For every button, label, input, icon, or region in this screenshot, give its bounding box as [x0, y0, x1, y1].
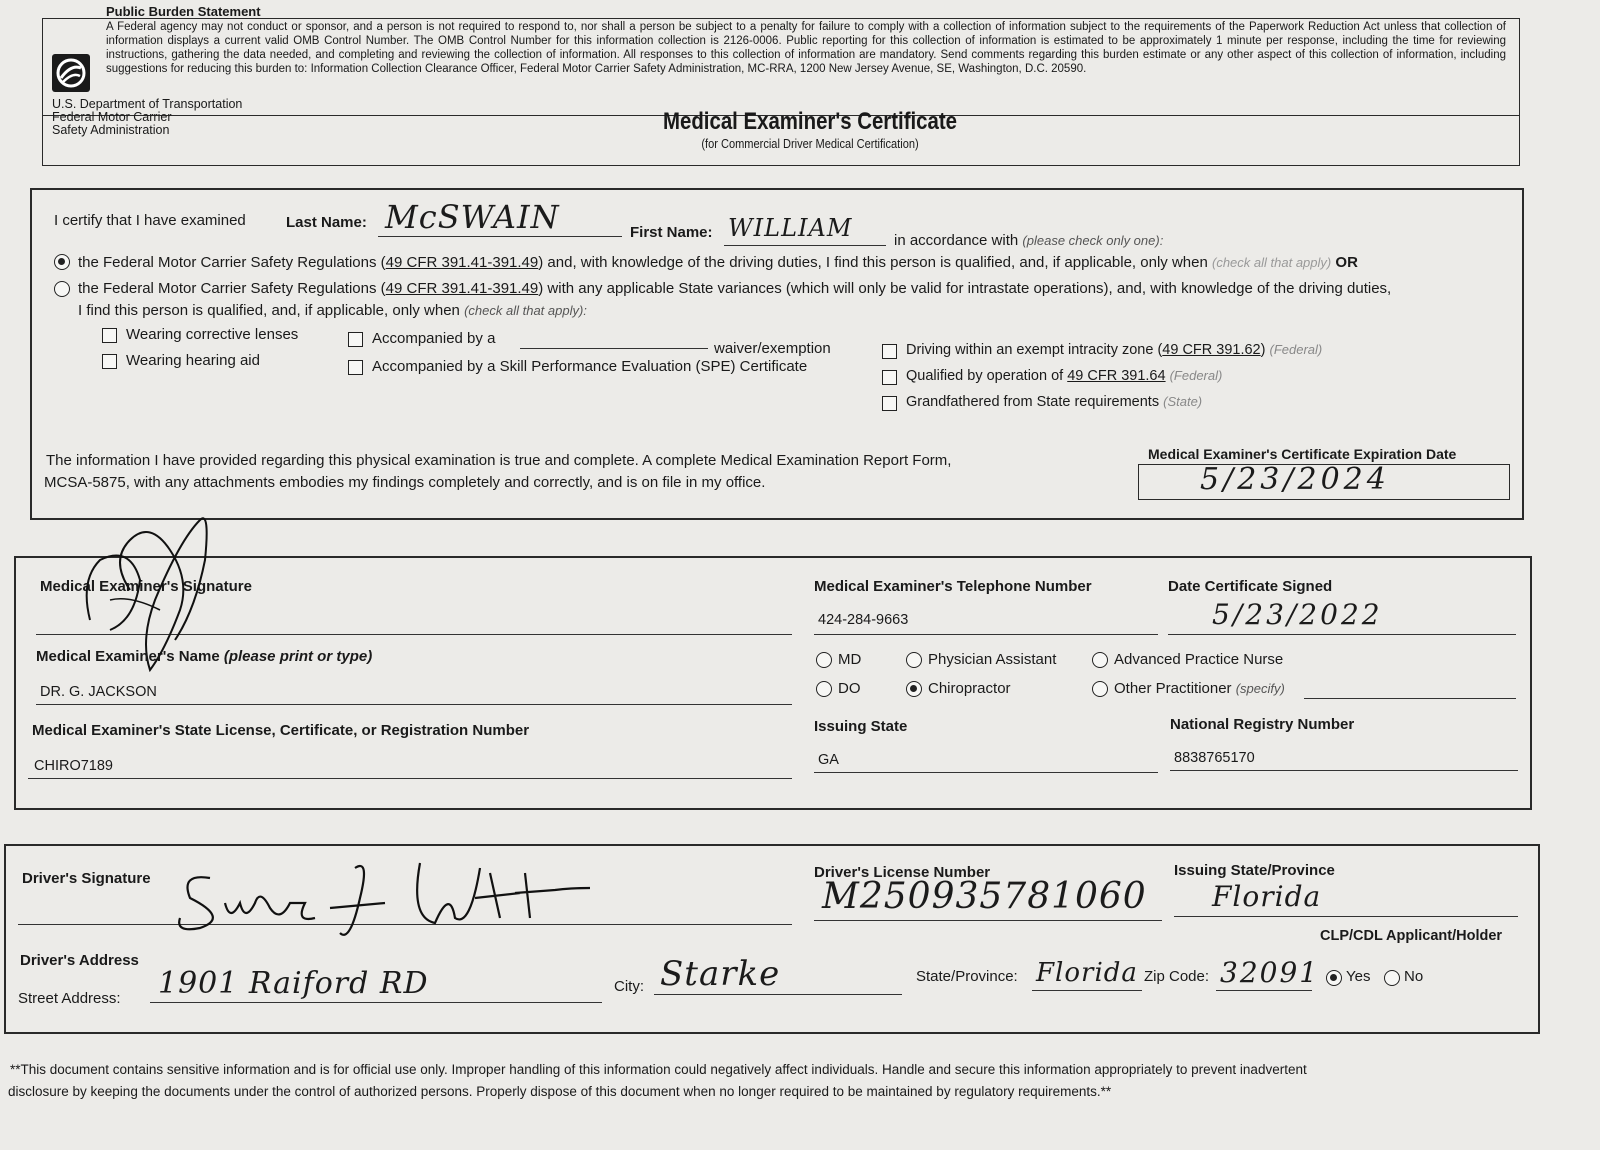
agency-line3: Safety Administration: [52, 123, 170, 137]
lenses-checkbox[interactable]: [102, 328, 117, 343]
waiver-label-pre: Accompanied by a: [372, 330, 496, 347]
other-note: (specify): [1235, 681, 1285, 696]
intracity-pre: Driving within an exempt intracity zone (: [906, 342, 1163, 358]
clp-no-radio[interactable]: [1384, 970, 1400, 986]
examiner-name-line: [36, 704, 792, 705]
expiration-label: Medical Examiner's Certificate Expiration Date: [1148, 446, 1457, 462]
form-title-block: [560, 108, 1060, 151]
waiver-label-post: waiver/exemption: [714, 340, 831, 357]
examiner-signature-label: Medical Examiner's Signature: [40, 578, 252, 595]
examiner-name-note: (please print or type): [223, 648, 373, 665]
other-radio[interactable]: [1092, 681, 1108, 697]
grandfathered-label: [906, 394, 1202, 410]
clp-yes-label: Yes: [1346, 968, 1371, 985]
street-value[interactable]: 1901 Raiford RD: [158, 966, 429, 1001]
hearing-label: Wearing hearing aid: [126, 352, 260, 369]
license-line: [28, 778, 792, 779]
registry-label: National Registry Number: [1170, 716, 1355, 733]
examiner-phone-value[interactable]: 424-284-9663: [818, 612, 909, 628]
intracity-note: (Federal): [1269, 342, 1323, 357]
driver-issuing-state-value[interactable]: Florida: [1212, 880, 1322, 913]
accordance-text: [894, 232, 1163, 249]
other-specify-line[interactable]: [1304, 698, 1516, 699]
first-name-label: First Name:: [630, 224, 713, 241]
intracity-label: [906, 342, 1322, 358]
apn-label: Advanced Practice Nurse: [1114, 651, 1284, 668]
grandfathered-note: (State): [1163, 394, 1203, 409]
option1-cfr: 49 CFR 391.41-391.49: [385, 254, 539, 271]
certify-intro: I certify that I have examined: [54, 212, 246, 229]
driver-license-value[interactable]: M250935781060: [822, 876, 1147, 917]
driver-address-label: Driver's Address: [20, 952, 139, 969]
chiropractor-radio[interactable]: [906, 681, 922, 697]
md-label: MD: [838, 651, 862, 668]
option1-radio[interactable]: [54, 254, 70, 270]
accordance-note: (please check only one):: [1022, 233, 1164, 248]
footer-line2: disclosure by keeping the documents under the control of authorized persons. Properly dispose of this document when no longer required to be maintained by regulatory requirements.**: [8, 1084, 1112, 1099]
pa-label: Physician Assistant: [928, 651, 1057, 668]
option2-text: [78, 280, 1391, 297]
agency-line2: Federal Motor Carrier: [52, 110, 172, 124]
date-signed-line: [1168, 634, 1516, 635]
do-radio[interactable]: [816, 681, 832, 697]
option2-line2-text: I find this person is qualified, and, if applicable, only when: [78, 302, 460, 319]
option1-text: [78, 254, 1358, 271]
first-name-line: [724, 245, 886, 246]
issuing-state-label: Issuing State: [814, 718, 908, 735]
waiver-checkbox[interactable]: [348, 332, 363, 347]
do-label: DO: [838, 680, 861, 697]
zip-value[interactable]: 32091: [1220, 956, 1320, 989]
intracity-cfr: 49 CFR 391.62: [1162, 342, 1261, 358]
issuing-state-line: [814, 772, 1158, 773]
examiner-phone-label: Medical Examiner's Telephone Number: [814, 578, 1092, 595]
option1-note: (check all that apply): [1212, 255, 1332, 270]
last-name-label: Last Name:: [286, 214, 367, 231]
last-name-value[interactable]: McSWAIN: [385, 198, 560, 236]
dot-logo: [52, 54, 90, 92]
option2-note: (check all that apply):: [464, 303, 587, 318]
spe-checkbox[interactable]: [348, 360, 363, 375]
city-value[interactable]: Starke: [660, 954, 781, 994]
city-line: [654, 994, 902, 995]
driver-signature-scribble: [170, 848, 620, 948]
qualified-checkbox[interactable]: [882, 370, 897, 385]
state-label: State/Province:: [916, 968, 1018, 985]
qualified-pre: Qualified by operation of: [906, 368, 1064, 384]
option1-or: OR: [1335, 254, 1358, 271]
intracity-checkbox[interactable]: [882, 344, 897, 359]
first-name-value[interactable]: WILLIAM: [728, 214, 853, 242]
examiner-name-label-wrap: [36, 648, 372, 665]
street-line: [150, 1002, 602, 1003]
md-radio[interactable]: [816, 652, 832, 668]
option1-post: ) and, with knowledge of the driving duties, I find this person is qualified, and, if applicable, only when: [538, 254, 1208, 271]
street-label: Street Address:: [18, 990, 121, 1007]
driver-signature-label: Driver's Signature: [22, 870, 151, 887]
lenses-label: Wearing corrective lenses: [126, 326, 299, 343]
option2-cfr: 49 CFR 391.41-391.49: [385, 280, 539, 297]
burden-text: A Federal agency may not conduct or sponsor, and a person is not required to respond to, nor shall a person be subject to a penalty for failure to comply with a collection of information subject to the requirements of the Paperwork Reduction Act unless that collection of information displays a current valid OMB Control Number. The OMB Control Number for this information collection is 2126-0006. Public reporting for this collection of information is estimated to be approximately 1 minute per response, including the time for reviewing instructions, gathering the data needed, and completing and reviewing the collection of information. All responses to this collection of information are mandatory. Send comments regarding this burden estimate or any other aspect of this collection of information, including suggestions for reducing this burden to: Information Collection Clearance Officer, Federal Motor Carrier Safety Administration, MC-RRA, 1200 New Jersey Avenue, SE, Washington, D.C. 20590.: [106, 21, 1506, 75]
form-title: Medical Examiner's Certificate: [663, 108, 957, 135]
license-value[interactable]: CHIRO7189: [34, 758, 113, 774]
expiration-value[interactable]: 5/23/2024: [1200, 462, 1390, 497]
state-value[interactable]: Florida: [1036, 958, 1138, 988]
state-line: [1032, 990, 1142, 991]
clp-label: CLP/CDL Applicant/Holder: [1320, 928, 1503, 944]
examiner-signature-scribble: [70, 500, 230, 700]
option2-radio[interactable]: [54, 281, 70, 297]
driver-issuing-state-line: [1174, 916, 1518, 917]
chiropractor-label: Chiropractor: [928, 680, 1011, 697]
last-name-line: [378, 236, 622, 237]
examiner-name-value[interactable]: DR. G. JACKSON: [40, 684, 157, 700]
option2-pre: the Federal Motor Carrier Safety Regulations (: [78, 280, 386, 297]
date-signed-value[interactable]: 5/23/2022: [1212, 598, 1383, 631]
statement-line1: The information I have provided regarding this physical examination is true and complete. A complete Medical Examination Report Form,: [46, 452, 952, 469]
spe-label: Accompanied by a Skill Performance Evaluation (SPE) Certificate: [372, 358, 808, 375]
agency-line1: U.S. Department of Transportation: [52, 97, 243, 111]
burden-heading: Public Burden Statement: [106, 4, 261, 19]
intracity-post: ): [1260, 342, 1266, 358]
zip-label: Zip Code:: [1144, 968, 1210, 985]
date-signed-label: Date Certificate Signed: [1168, 578, 1333, 595]
footer-line1: **This document contains sensitive information and is for official use only. Improper handling of this information could negatively affect individuals. Handle and secure this information appropriately to prevent inadvertent: [10, 1062, 1307, 1077]
dot-logo-icon: [52, 54, 90, 92]
hearing-checkbox[interactable]: [102, 354, 117, 369]
zip-line: [1216, 990, 1312, 991]
other-label: Other Practitioner: [1114, 680, 1232, 697]
license-label: Medical Examiner's State License, Certificate, or Registration Number: [32, 722, 530, 739]
examiner-name-label: Medical Examiner's Name: [36, 648, 220, 665]
driver-license-label: Driver's License Number: [814, 864, 991, 881]
qualified-label: [906, 368, 1222, 384]
driver-issuing-state-label: Issuing State/Province: [1174, 862, 1335, 879]
issuing-state-value[interactable]: GA: [818, 752, 839, 768]
clp-no-label: No: [1404, 968, 1424, 985]
option2-post: ) with any applicable State variances (which will only be valid for intrastate operations), and, with knowledge of the driving duties,: [538, 280, 1392, 297]
qualified-note: (Federal): [1169, 368, 1223, 383]
driver-license-line: [814, 920, 1162, 921]
registry-line: [1170, 770, 1518, 771]
examiner-phone-line: [814, 634, 1158, 635]
registry-value[interactable]: 8838765170: [1174, 750, 1255, 766]
waiver-line[interactable]: [520, 348, 708, 349]
clp-yes-radio[interactable]: [1326, 970, 1342, 986]
pa-radio[interactable]: [906, 652, 922, 668]
grandfathered-text: Grandfathered from State requirements: [906, 394, 1160, 410]
option2-line2: [78, 302, 587, 319]
grandfathered-checkbox[interactable]: [882, 396, 897, 411]
statement-line2: MCSA-5875, with any attachments embodies my findings completely and correctly, and is on file in my office.: [44, 474, 766, 491]
accordance-label: in accordance with: [894, 232, 1019, 249]
city-label: City:: [614, 978, 644, 995]
other-label-wrap: [1114, 680, 1285, 697]
option1-pre: the Federal Motor Carrier Safety Regulations (: [78, 254, 386, 271]
qualified-cfr: 49 CFR 391.64: [1067, 368, 1166, 384]
apn-radio[interactable]: [1092, 652, 1108, 668]
form-subtitle: (for Commercial Driver Medical Certification): [701, 136, 919, 151]
